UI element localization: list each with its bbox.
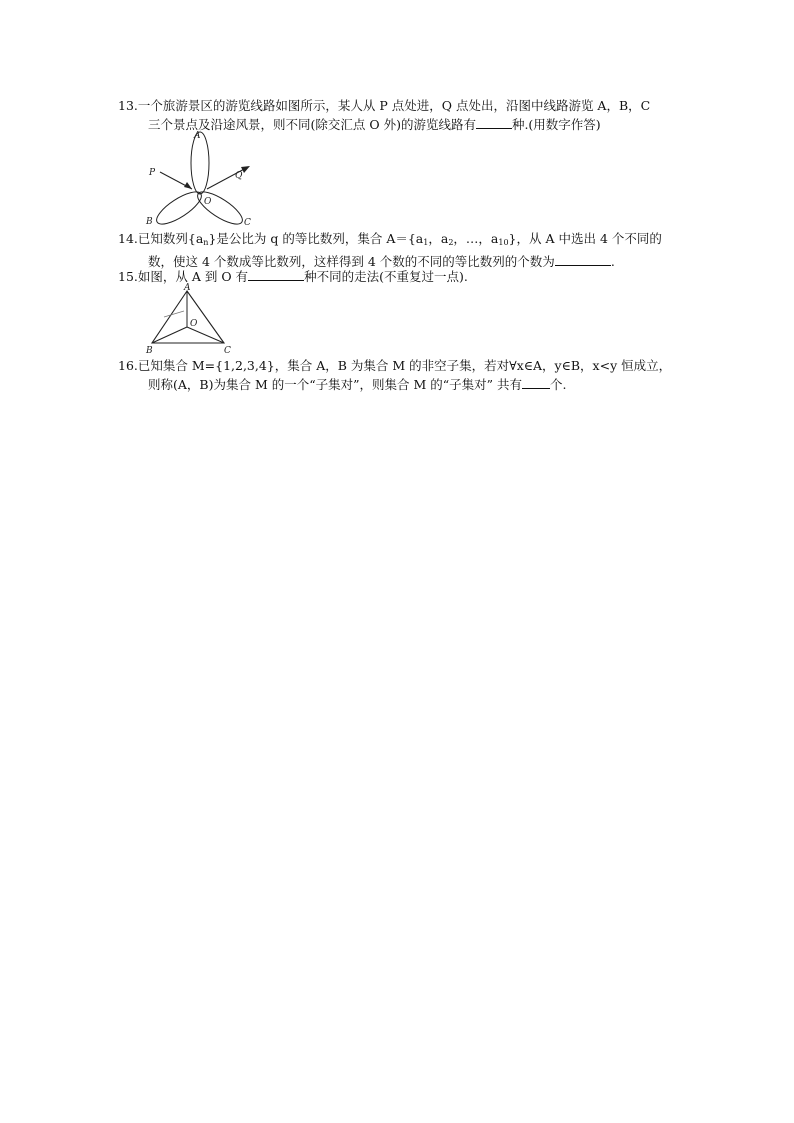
label-b: B [146, 346, 153, 356]
q15-text-b: 种不同的走法(不重复过一点). [304, 269, 468, 284]
q16-line-1: 16.已知集合 M={1,2,3,4}，集合 A，B 为集合 M 的非空子集，若对∀x∈A，y∈B，x<y 恒成立， [118, 358, 672, 373]
answer-blank-13 [476, 116, 512, 129]
label-o: O [190, 319, 198, 329]
q14-text-7: . [610, 254, 615, 269]
q16-line-2 [118, 375, 708, 394]
q14-text-5: }，从 A 中选出 4 个不同的 [508, 231, 662, 246]
label-o: O [204, 197, 212, 207]
outer-triangle [152, 291, 224, 343]
label-p: P [149, 168, 156, 178]
q13-text-b: 种.(用数字作答) [511, 117, 601, 132]
q14-sub-10: 10 [498, 238, 509, 247]
q16-text-b: 个. [550, 377, 567, 392]
q14-sub-1: 1 [423, 238, 429, 247]
label-a: A [194, 131, 201, 141]
question-14 [118, 229, 708, 271]
label-q: Q [235, 171, 243, 181]
label-c: C [224, 346, 231, 356]
q15-text-a: 15.如图，从 A 到 O 有 [118, 269, 249, 284]
q13-line-1: 13.一个旅游景区的游览线路如图所示，某人从 P 点处进，Q 点处出，沿图中线路游览 A，B，C [118, 98, 651, 113]
smudge-mark [164, 311, 184, 317]
q14-text-4: ，…，a [453, 231, 499, 246]
label-a: A [184, 283, 191, 293]
q16-text-a: 则称(A，B)为集合 M 的一个“子集对”，则集合 M 的“子集对” 共有 [148, 377, 522, 392]
loop-c [193, 186, 246, 229]
q14-sub-2: 2 [448, 238, 454, 247]
answer-blank-15 [248, 268, 304, 281]
q14-line-1 [118, 229, 708, 252]
q14-text-2: }是公比为 q 的等比数列，集合 A＝{a [208, 231, 424, 246]
label-c: C [244, 218, 251, 228]
question-13 [118, 96, 708, 134]
q14-text-6: 数，使这 4 个数成等比数列，这样得到 4 个数的不同的等比数列的个数为 [148, 254, 555, 269]
q15-triangle-figure [144, 283, 230, 355]
question-16 [118, 356, 708, 394]
label-b: B [146, 217, 153, 227]
q13-route-figure [140, 132, 258, 228]
entry-arrowhead [184, 182, 192, 189]
q14-sub-n: n [203, 238, 209, 247]
loop-a [191, 132, 209, 194]
answer-blank-16 [522, 376, 550, 389]
q14-text-1: 14.已知数列{a [118, 231, 204, 246]
q13-text-a: 三个景点及沿途风景，则不同(除交汇点 O 外)的游览线路有 [148, 117, 476, 132]
q14-text-3: ，a [428, 231, 449, 246]
answer-blank-14 [555, 253, 611, 266]
